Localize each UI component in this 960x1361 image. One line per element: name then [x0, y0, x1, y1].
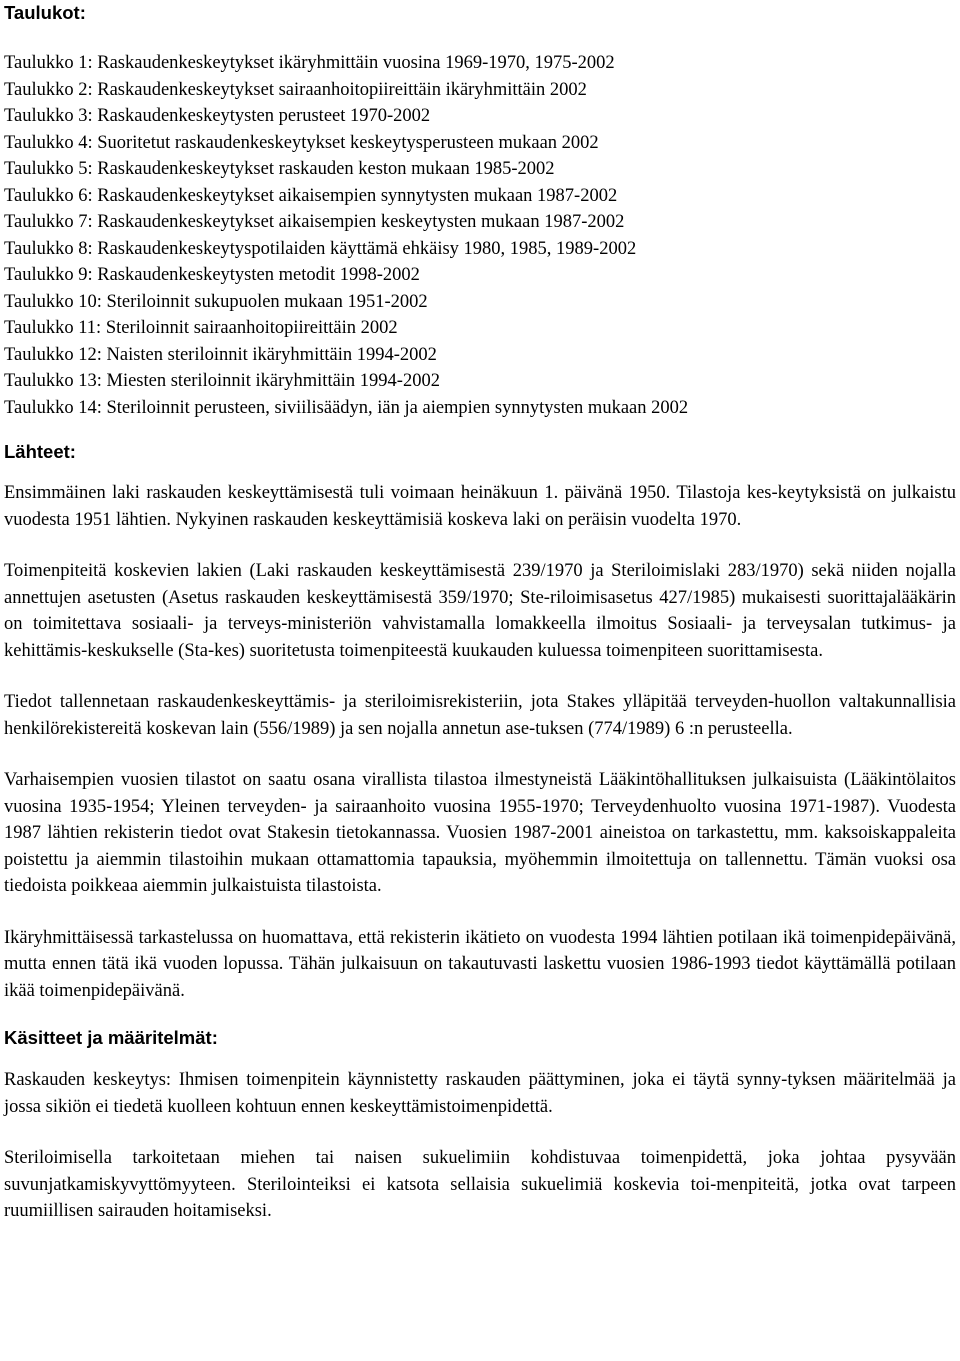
table-list-item: Taulukko 7: Raskaudenkeskeytykset aikaisempien keskeytysten mukaan 1987-2002 — [4, 212, 625, 232]
table-list-item: Taulukko 8: Raskaudenkeskeytyspotilaiden käyttämä ehkäisy 1980, 1985, 1989-2002 — [4, 238, 637, 259]
document-page — [4, 0, 956, 1225]
sources-paragraph: Tiedot tallennetaan raskaudenkeskeyttämis- ja steriloimisrekisteriin, jota Stakes ylläpitää terveyden-huollon valtakunnallisia henkilörekistereitä koskevan lain (556/1989) ja sen nojalla annetun ase-tuksen (774/1989) 6 :n perusteella. — [4, 692, 956, 739]
concepts-heading: Käsitteet ja määritelmät: — [4, 1027, 218, 1048]
table-list-item: Taulukko 3: Raskaudenkeskeytysten perusteet 1970-2002 — [4, 106, 431, 126]
sources-paragraph: Ensimmäinen laki raskauden keskeyttämisestä tuli voimaan heinäkuun 1. päivänä 1950. Tilastoja kes-keytyksistä on julkaistu vuodesta 1951 lähtien. Nykyinen raskauden keskeyttämisiä koskeva laki on peräisin vuodelta 1970. — [4, 483, 956, 530]
concept-definition-paragraph: Raskauden keskeytys: Ihmisen toimenpitein käynnistetty raskauden päättyminen, joka ei täytä synny-tyksen määritelmää ja jossa sikiön ei tiedetä kuolleen kohtuun ennen keskeyttämistoimenpidettä. — [4, 1070, 956, 1117]
table-list-item: Taulukko 2: Raskaudenkeskeytykset sairaanhoitopiireittäin ikäryhmittäin 2002 — [4, 79, 587, 100]
sources-paragraph: Ikäryhmittäisessä tarkastelussa on huomattava, että rekisterin ikätieto on vuodesta 1994 lähtien potilaan ikä toimenpidepäivänä, mutta ennen tätä ikä vuoden lopussa. Tähän julkaisuun on takautuvasti laskettu vuosien 1986-1993 tiedot käyttämällä potilaan ikää toimenpidepäivänä. — [4, 927, 956, 1001]
table-list-item: Taulukko 13: Miesten steriloinnit ikäryhmittäin 1994-2002 — [4, 371, 440, 391]
table-list-item: Taulukko 6: Raskaudenkeskeytykset aikaisempien synnytysten mukaan 1987-2002 — [4, 185, 618, 206]
table-list-item: Taulukko 1: Raskaudenkeskeytykset ikäryhmittäin vuosina 1969-1970, 1975-2002 — [4, 53, 615, 73]
sources-paragraph: Varhaisempien vuosien tilastot on saatu osana virallista tilastoa ilmestyneistä Lääkintöhallituksen julkaisuista (Lääkintölaitos vuosina 1935-1954; Yleinen terveyden- ja sairaanhoito vuosina 1955-1970; Terveydenhuolto vuosina 1971-1987). Vuodesta 1987 lähtien rekisterin tiedot ovat Stakesin tietokannassa. Vuosien 1987-2001 aineistoa on tarkastettu, mm. kaksoiskappaleita poistettu ja aiemmin tilastoihin mukaan ottamattomia tapauksia, myöhemmin ilmoitettuja on tallennettu. Tämän vuoksi osa tiedoista poikkeaa aiemmin julkaistuista tilastoista. — [4, 770, 956, 896]
table-list-item: Taulukko 12: Naisten steriloinnit ikäryhmittäin 1994-2002 — [4, 344, 437, 365]
table-list-item: Taulukko 5: Raskaudenkeskeytykset raskauden keston mukaan 1985-2002 — [4, 159, 555, 179]
tables-heading: Taulukot: — [4, 2, 86, 23]
tables-list — [4, 50, 956, 421]
table-list-item: Taulukko 11: Steriloinnit sairaanhoitopiireittäin 2002 — [4, 318, 398, 338]
sources-heading: Lähteet: — [4, 441, 76, 462]
table-list-item: Taulukko 10: Steriloinnit sukupuolen mukaan 1951-2002 — [4, 291, 428, 312]
table-list-item: Taulukko 4: Suoritetut raskaudenkeskeytykset keskeytysperusteen mukaan 2002 — [4, 132, 599, 153]
concept-definition-paragraph: Steriloimisella tarkoitetaan miehen tai naisen sukuelimiin kohdistuvaa toimenpidettä, joka johtaa pysyvään suvunjatkamiskyvyttömyyteen. Sterilointeiksi ei katsota sellaisia sukuelimiä koskevia toi-menpiteitä, jotka ovat tarpeen ruumiillisen sairauden hoitamiseksi. — [4, 1148, 956, 1221]
table-list-item: Taulukko 9: Raskaudenkeskeytysten metodit 1998-2002 — [4, 265, 420, 285]
sources-paragraph: Toimenpiteitä koskevien lakien (Laki raskauden keskeyttämisestä 239/1970 ja Steriloimislaki 283/1970) sekä niiden nojalla annettujen asetusten (Asetus raskauden keskeyttämisestä 359/1970; Ste-riloimisasetus 427/1985) mukaisesti suorittajalääkärin on toimitettava sosiaali- ja terveys-ministeriön vahvistamalla lomakkeella ilmoitus Sosiaali- ja terveysalan tutkimus- ja kehittämis-keskukselle (Sta-kes) suoritetusta toimenpiteestä kuukauden kuluessa toimenpiteen suorittamisesta. — [4, 561, 956, 661]
table-list-item: Taulukko 14: Steriloinnit perusteen, siviilisäädyn, iän ja aiempien synnytysten mukaan 2002 — [4, 397, 689, 418]
